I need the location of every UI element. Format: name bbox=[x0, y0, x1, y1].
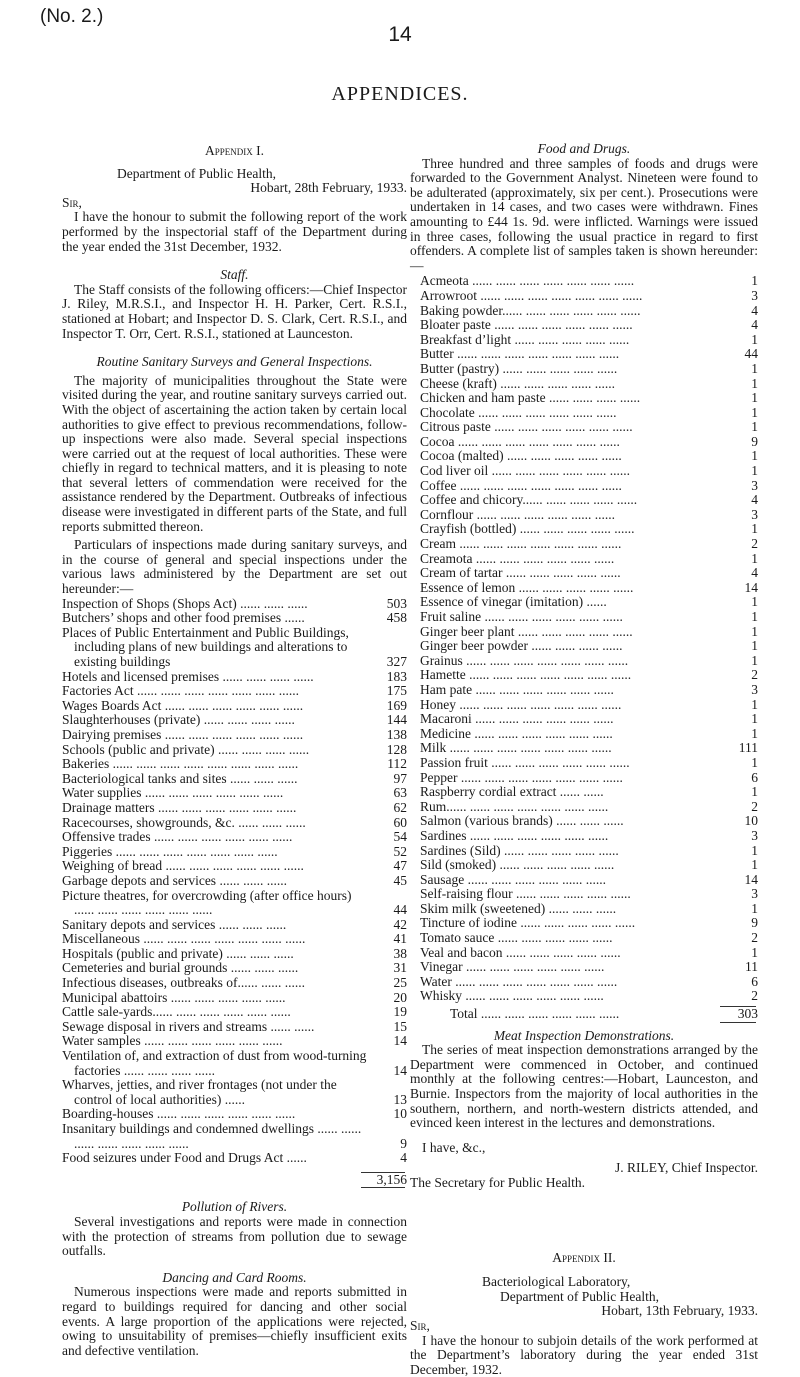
item-label: Essence of vinegar (imitation) ...... bbox=[420, 594, 607, 610]
item-value: 3 bbox=[751, 477, 758, 493]
list-item bbox=[420, 318, 758, 333]
list-item bbox=[420, 435, 758, 450]
intro-paragraph-2: I have the honour to subjoin details of the work performed at the Department’s laboratory during the year ended 31st December, 1932. bbox=[410, 1332, 758, 1377]
list-item bbox=[62, 801, 407, 816]
item-label: Medicine ...... ...... ...... ...... ...... ...... bbox=[420, 725, 613, 741]
item-value: 2 bbox=[751, 667, 758, 683]
item-value: 169 bbox=[386, 697, 407, 713]
item-value: 128 bbox=[386, 741, 407, 757]
appendices-title: APPENDICES. bbox=[331, 83, 469, 105]
item-value: 10 bbox=[393, 1106, 407, 1122]
list-item bbox=[420, 625, 758, 640]
item-label: Boarding-houses ...... ...... ...... ...... ...... ...... bbox=[62, 1106, 296, 1122]
list-item bbox=[420, 610, 758, 625]
list-item bbox=[62, 1078, 407, 1107]
item-value: 38 bbox=[393, 945, 407, 961]
item-value: 20 bbox=[393, 989, 407, 1005]
dept-line: Department of Public Health, bbox=[117, 165, 276, 181]
list-item bbox=[420, 362, 758, 377]
item-value: 4 bbox=[751, 317, 758, 333]
item-value: 41 bbox=[393, 931, 407, 947]
item-value: 1 bbox=[751, 696, 758, 712]
list-item bbox=[420, 377, 758, 392]
list-item bbox=[420, 654, 758, 669]
dept-line-2: Department of Public Health, bbox=[500, 1288, 659, 1304]
item-label: Vinegar ...... ...... ...... ...... ...... ...... bbox=[420, 959, 605, 975]
item-label: Picture theatres, for overcrowding (after office hours) ...... ...... ...... ...... ...... ...... bbox=[62, 887, 352, 918]
item-label: Insanitary buildings and condemned dwellings ...... ...... ...... ...... ...... ...... ...... bbox=[62, 1121, 362, 1151]
item-label: Tincture of iodine ...... ...... ...... ...... ...... bbox=[420, 915, 636, 931]
item-value: 97 bbox=[393, 770, 407, 786]
closing: I have, &c., bbox=[422, 1139, 486, 1155]
list-item bbox=[62, 961, 407, 976]
dancing-paragraph: Numerous inspections were made and reports submitted in regard to buildings required for dancing and other social events. A large proportion of the applications were rejected, owing to unsuitability of premises—chiefly insufficient exits and defective ventilation. bbox=[62, 1284, 407, 1358]
item-value: 1 bbox=[751, 404, 758, 420]
appendix-1-heading: Appendix I. bbox=[205, 143, 264, 158]
list-item bbox=[420, 727, 758, 742]
list-item bbox=[62, 1122, 407, 1151]
item-value: 14 bbox=[393, 1033, 407, 1049]
item-value: 52 bbox=[393, 843, 407, 859]
item-label: Citrous paste ...... ...... ...... ...... ...... ...... bbox=[420, 419, 633, 435]
item-value: 1 bbox=[751, 711, 758, 727]
page-number: 14 bbox=[388, 23, 412, 46]
item-label: Offensive trades ...... ...... ...... ...... ...... ...... bbox=[62, 829, 293, 845]
item-label: Fruit saline ...... ...... ...... ...... ...... ...... bbox=[420, 609, 623, 624]
item-value: 19 bbox=[393, 1004, 407, 1020]
item-label: Veal and bacon ...... ...... ...... ...... ...... bbox=[420, 944, 621, 960]
item-value: 1 bbox=[751, 390, 758, 406]
item-label: Chicken and ham paste ...... ...... ...... ...... bbox=[420, 390, 641, 406]
item-label: Cocoa ...... ...... ...... ...... ...... ...... ...... bbox=[420, 433, 620, 449]
item-label: Dairying premises ...... ...... ...... ...... ...... ...... bbox=[62, 726, 304, 742]
item-label: Cod liver oil ...... ...... ...... ...... ...... ...... bbox=[420, 463, 630, 479]
item-label: Breakfast d’light ...... ...... ...... ...... ...... bbox=[420, 331, 630, 347]
list-item bbox=[420, 406, 758, 421]
item-value: 47 bbox=[393, 858, 407, 874]
list-item bbox=[62, 1107, 407, 1122]
samples-total-label: Total ...... ...... ...... ...... ...... ...... bbox=[450, 1006, 620, 1022]
food-heading: Food and Drugs. bbox=[537, 141, 631, 156]
item-label: Ham pate ...... ...... ...... ...... ...... ...... bbox=[420, 681, 614, 697]
item-label: Sewage disposal in rivers and streams ...... ...... bbox=[62, 1018, 315, 1034]
pollution-paragraph: Several investigations and reports were made in connection with the protection of streams from pollution due to sewage outfalls. bbox=[62, 1213, 407, 1259]
item-label: Creamota ...... ...... ...... ...... ...... ...... bbox=[420, 550, 615, 566]
item-label: Acmeota ...... ...... ...... ...... ...... ...... ...... bbox=[420, 273, 635, 289]
item-value: 6 bbox=[751, 973, 758, 989]
item-label: Cornflour ...... ...... ...... ...... ...... ...... bbox=[420, 506, 615, 522]
item-label: Bakeries ...... ...... ...... ...... ...... ...... ...... ...... bbox=[62, 756, 299, 772]
dancing-heading: Dancing and Card Rooms. bbox=[162, 1269, 307, 1285]
list-item bbox=[420, 916, 758, 931]
item-value: 1 bbox=[751, 754, 758, 770]
item-value: 3 bbox=[751, 681, 758, 697]
item-value: 3 bbox=[751, 287, 758, 303]
samples-list bbox=[410, 274, 758, 1022]
salutation: Sir, bbox=[62, 194, 82, 210]
salutation-2: Sir, bbox=[410, 1317, 430, 1333]
item-value: 138 bbox=[386, 726, 407, 742]
item-label: Water supplies ...... ...... ...... ...... ...... ...... bbox=[62, 785, 284, 801]
item-label: Sanitary depots and services ...... ...... ...... bbox=[62, 916, 287, 932]
item-value: 458 bbox=[386, 610, 407, 626]
list-item bbox=[420, 333, 758, 348]
item-value: 3 bbox=[751, 827, 758, 843]
item-value: 1 bbox=[751, 331, 758, 347]
item-label: Coffee ...... ...... ...... ...... ...... ...... ...... bbox=[420, 477, 622, 493]
list-item bbox=[420, 800, 758, 815]
item-value: 1 bbox=[751, 609, 758, 624]
list-item bbox=[62, 786, 407, 801]
item-label: Wages Boards Act ...... ...... ...... ...... ...... ...... bbox=[62, 697, 304, 713]
list-item bbox=[62, 918, 407, 933]
item-value: 1 bbox=[751, 375, 758, 391]
item-label: Butter ...... ...... ...... ...... ...... ...... ...... bbox=[420, 346, 620, 362]
item-label: Skim milk (sweetened) ...... ...... ...... bbox=[420, 900, 617, 916]
item-value: 14 bbox=[744, 579, 758, 595]
item-label: Self-raising flour ...... ...... ...... ...... ...... bbox=[420, 886, 631, 902]
item-value: 1 bbox=[751, 463, 758, 479]
list-item bbox=[420, 741, 758, 756]
list-item bbox=[420, 391, 758, 406]
list-item bbox=[420, 274, 758, 289]
item-label: Rum...... ...... ...... ...... ...... ...... ...... bbox=[420, 798, 609, 814]
item-value: 144 bbox=[386, 712, 407, 728]
item-value: 14 bbox=[744, 871, 758, 887]
item-label: Salmon (various brands) ...... ...... ...... bbox=[420, 813, 624, 829]
item-value: 11 bbox=[745, 959, 758, 975]
inspections-total: 3,156 bbox=[376, 1171, 407, 1187]
item-label: Water ...... ...... ...... ...... ...... ...... ...... bbox=[420, 973, 618, 989]
item-label: Cemeteries and burial grounds ...... ...... ...... bbox=[62, 960, 299, 976]
list-item bbox=[420, 975, 758, 990]
item-label: Bacteriological tanks and sites ...... ...... ...... bbox=[62, 770, 298, 786]
item-label: Raspberry cordial extract ...... ...... bbox=[420, 784, 604, 800]
item-value: 54 bbox=[393, 829, 407, 845]
item-value: 4 bbox=[751, 565, 758, 581]
meat-heading: Meat Inspection Demonstrations. bbox=[493, 1027, 675, 1043]
item-label: Ginger beer plant ...... ...... ...... ...... ...... bbox=[420, 623, 633, 639]
list-item bbox=[420, 698, 758, 713]
list-item bbox=[420, 873, 758, 888]
item-value: 4 bbox=[751, 492, 758, 508]
list-item bbox=[420, 464, 758, 479]
item-value: 3 bbox=[751, 886, 758, 902]
item-label: Factories Act ...... ...... ...... ...... ...... ...... ...... bbox=[62, 683, 299, 699]
item-label: Cream of tartar ...... ...... ...... ...... ...... bbox=[420, 565, 621, 581]
item-label: Crayfish (bottled) ...... ...... ...... ...... ...... bbox=[420, 521, 635, 537]
list-item bbox=[62, 1049, 407, 1078]
item-value: 1 bbox=[751, 419, 758, 435]
item-value: 13 bbox=[393, 1091, 407, 1107]
item-value: 60 bbox=[393, 814, 407, 830]
item-label: Water samples ...... ...... ...... ...... ...... ...... bbox=[62, 1033, 283, 1049]
list-item bbox=[420, 829, 758, 844]
list-item bbox=[420, 960, 758, 975]
list-item bbox=[420, 756, 758, 771]
list-item bbox=[62, 728, 407, 743]
item-value: 1 bbox=[751, 842, 758, 858]
intro-paragraph: I have the honour to submit the following report of the work performed by the inspectorial staff of the Department during the year ended the 31st December, 1932. bbox=[62, 209, 407, 254]
item-value: 111 bbox=[738, 740, 758, 756]
item-label: Slaughterhouses (private) ...... ...... ...... ...... bbox=[62, 712, 295, 728]
item-label: Whisky ...... ...... ...... ...... ...... ...... bbox=[420, 988, 604, 1004]
lab-line: Bacteriological Laboratory, bbox=[482, 1274, 631, 1290]
item-label: Garbage depots and services ...... ...... ...... bbox=[62, 872, 287, 888]
item-value: 1 bbox=[751, 725, 758, 741]
place-date: Hobart, 28th February, 1933. bbox=[250, 180, 407, 196]
item-value: 31 bbox=[393, 960, 407, 976]
item-value: 1 bbox=[751, 448, 758, 464]
list-item bbox=[420, 989, 758, 1004]
item-label: Wharves, jetties, and river frontages (not under the control of local authorities) ...... bbox=[62, 1077, 337, 1107]
pollution-heading: Pollution of Rivers. bbox=[181, 1199, 288, 1215]
list-item bbox=[420, 552, 758, 567]
item-label: Sardines (Sild) ...... ...... ...... ...... ...... bbox=[420, 842, 619, 858]
list-item bbox=[62, 816, 407, 831]
list-item bbox=[62, 699, 407, 714]
list-item bbox=[62, 757, 407, 772]
item-value: 15 bbox=[393, 1018, 407, 1034]
item-label: Food seizures under Food and Drugs Act ...... bbox=[62, 1150, 307, 1166]
particulars-paragraph: Particulars of inspections made during sanitary surveys, and in the course of general and special inspections under the various laws administered by the Department are set out hereunder:— bbox=[62, 537, 407, 597]
item-value: 183 bbox=[386, 668, 407, 684]
place-date-2: Hobart, 13th February, 1933. bbox=[601, 1303, 758, 1319]
item-label: Weighing of bread ...... ...... ...... ...... ...... ...... bbox=[62, 858, 304, 874]
item-label: Places of Public Entertainment and Public Buildings, including plans of new buildings and alterations to existing buildings bbox=[62, 624, 349, 669]
list-item bbox=[420, 420, 758, 435]
meat-paragraph: The series of meat inspection demonstrations arranged by the Department were commenced in October, and continued monthly at the following centres:—Hobart, Launceston, and Burnie. Inspectors from the majority of local authorities in the southern, northern, and north-western districts attended, and evinced keen interest in the lectures and demonstrations. bbox=[410, 1042, 758, 1131]
list-item bbox=[62, 713, 407, 728]
list-item bbox=[420, 479, 758, 494]
list-item bbox=[62, 830, 407, 845]
list-item bbox=[420, 931, 758, 946]
item-value: 1 bbox=[751, 784, 758, 800]
item-value: 9 bbox=[751, 915, 758, 931]
item-value: 2 bbox=[751, 930, 758, 946]
item-label: Hotels and licensed premises ...... ...... ...... ...... bbox=[62, 668, 314, 684]
list-item bbox=[420, 566, 758, 581]
item-value: 503 bbox=[386, 595, 407, 611]
list-item bbox=[62, 611, 407, 626]
list-item bbox=[420, 814, 758, 829]
item-label: Tomato sauce ...... ...... ...... ...... ...... bbox=[420, 930, 613, 946]
list-item bbox=[420, 858, 758, 873]
food-paragraph: Three hundred and three samples of foods and drugs were forwarded to the Government Analyst. Nineteen were found to be adulterated (approximately, six per cent.). Prosecutions were undertaken in 14 cases, and two cases were withdrawn. Fines amounting to £44 1s. 9d. were inflicted. Warnings were issued in three cases, following the usual practice in regard to first offenders. A complete list of samples taken is shown hereunder:— bbox=[410, 155, 758, 273]
item-label: Miscellaneous ...... ...... ...... ...... ...... ...... ...... bbox=[62, 931, 306, 947]
item-value: 1 bbox=[751, 521, 758, 537]
item-value: 10 bbox=[744, 813, 758, 829]
list-item bbox=[62, 743, 407, 758]
item-value: 45 bbox=[393, 872, 407, 888]
item-label: Cream ...... ...... ...... ...... ...... ...... ...... bbox=[420, 536, 622, 552]
item-label: Butchers’ shops and other food premises ...... bbox=[62, 610, 305, 626]
item-label: Piggeries ...... ...... ...... ...... ...... ...... ...... bbox=[62, 843, 278, 859]
list-item bbox=[62, 845, 407, 860]
list-item bbox=[62, 772, 407, 787]
item-value: 9 bbox=[751, 433, 758, 449]
item-value: 1 bbox=[751, 900, 758, 916]
item-label: Sausage ...... ...... ...... ...... ...... ...... bbox=[420, 871, 606, 887]
list-item bbox=[420, 902, 758, 917]
item-label: Coffee and chicory...... ...... ...... ...... ...... bbox=[420, 492, 638, 508]
item-value: 1 bbox=[751, 594, 758, 610]
item-value: 175 bbox=[386, 683, 407, 699]
item-value: 6 bbox=[751, 769, 758, 785]
item-label: Inspection of Shops (Shops Act) ...... ...... ...... bbox=[62, 595, 308, 611]
routine-heading: Routine Sanitary Surveys and General Inspections. bbox=[96, 354, 373, 370]
list-item bbox=[420, 785, 758, 800]
list-item bbox=[62, 684, 407, 699]
list-item bbox=[62, 976, 407, 991]
list-item bbox=[62, 626, 407, 670]
routine-paragraph: The majority of municipalities throughout the State were visited during the year, and routine sanitary surveys carried out. With the object of ascertaining the action taken by certain local authorities to give effect to previous recommendations, follow-up inspections were also made. Several special inspections were carried out at the request of local authorities. These were chiefly in regard to technical matters, and it is pleasing to note that several letters of commendation were received for the assistance rendered by the Department. Outbreaks of infectious disease were investigated in different parts of the State, and full reports submitted thereon. bbox=[62, 372, 407, 534]
list-item bbox=[62, 889, 407, 918]
list-item bbox=[420, 304, 758, 319]
item-label: Infectious diseases, outbreaks of...... ...... ...... bbox=[62, 975, 305, 991]
item-value: 1 bbox=[751, 638, 758, 654]
list-item bbox=[420, 289, 758, 304]
item-label: Cheese (kraft) ...... ...... ...... ...... ...... bbox=[420, 375, 615, 391]
item-value: 1 bbox=[751, 857, 758, 873]
item-value: 1 bbox=[751, 652, 758, 668]
item-value: 62 bbox=[393, 799, 407, 815]
list-item bbox=[420, 668, 758, 683]
item-label: Chocolate ...... ...... ...... ...... ...... ...... bbox=[420, 404, 617, 420]
item-label: Baking powder...... ...... ...... ...... ...... ...... bbox=[420, 302, 641, 318]
item-label: Bloater paste ...... ...... ...... ...... ...... ...... bbox=[420, 317, 633, 333]
list-item bbox=[420, 946, 758, 961]
item-label: Schools (public and private) ...... ...... ...... ...... bbox=[62, 741, 310, 757]
item-value: 2 bbox=[751, 988, 758, 1004]
item-label: Drainage matters ...... ...... ...... ...... ...... ...... bbox=[62, 799, 297, 815]
list-item bbox=[420, 712, 758, 727]
item-value: 327 bbox=[386, 654, 407, 669]
item-label: Cocoa (malted) ...... ...... ...... ...... ...... bbox=[420, 448, 622, 464]
item-label: Hospitals (public and private) ...... ...... ...... bbox=[62, 945, 294, 961]
list-item bbox=[420, 595, 758, 610]
item-label: Ventilation of, and extraction of dust from wood-turning factories ...... ...... ...... ...... bbox=[62, 1048, 367, 1078]
item-value: 44 bbox=[744, 346, 758, 362]
addressee: The Secretary for Public Health. bbox=[410, 1174, 586, 1190]
item-value: 14 bbox=[393, 1062, 407, 1078]
item-value: 1 bbox=[751, 360, 758, 376]
item-value: 1 bbox=[751, 550, 758, 566]
item-value: 9 bbox=[400, 1135, 407, 1151]
list-item bbox=[420, 347, 758, 362]
left-column bbox=[62, 140, 407, 1358]
item-label: Butter (pastry) ...... ...... ...... ...... ...... bbox=[420, 360, 618, 376]
item-value: 4 bbox=[751, 302, 758, 318]
list-item bbox=[62, 1034, 407, 1049]
item-value: 3 bbox=[751, 506, 758, 522]
list-item bbox=[420, 508, 758, 523]
right-column bbox=[410, 140, 758, 1377]
item-label: Arrowroot ...... ...... ...... ...... ...... ...... ...... bbox=[420, 287, 643, 303]
item-label: Municipal abattoirs ...... ...... ...... ...... ...... bbox=[62, 989, 286, 1005]
signature: J. RILEY, Chief Inspector. bbox=[615, 1160, 758, 1176]
item-value: 2 bbox=[751, 798, 758, 814]
list-item bbox=[420, 449, 758, 464]
item-value: 25 bbox=[393, 975, 407, 991]
list-item bbox=[420, 537, 758, 552]
item-label: Milk ...... ...... ...... ...... ...... ...... ...... bbox=[420, 740, 612, 756]
list-item bbox=[420, 581, 758, 596]
item-value: 1 bbox=[751, 944, 758, 960]
staff-paragraph: The Staff consists of the following officers:—Chief Inspector J. Riley, M.R.S.I., and Inspector H. H. Parker, Cert. R.S.I., stationed at Hobart; and Inspector D. S. Clark, Cert. R.S.I., and Inspector T. Orr, Cert. R.S.I., stationed at Launceston. bbox=[62, 281, 407, 341]
list-item bbox=[420, 522, 758, 537]
document-number: (No. 2.) bbox=[40, 6, 104, 27]
list-item bbox=[62, 947, 407, 962]
item-value: 1 bbox=[751, 273, 758, 289]
item-label: Passion fruit ...... ...... ...... ...... ...... ...... bbox=[420, 754, 630, 770]
inspections-list bbox=[62, 597, 407, 1189]
list-item bbox=[62, 1005, 407, 1020]
item-label: Racecourses, showgrounds, &c. ...... ...... ...... bbox=[62, 814, 306, 830]
list-item bbox=[62, 1151, 407, 1166]
item-label: Macaroni ...... ...... ...... ...... ...... ...... bbox=[420, 711, 614, 727]
list-item bbox=[420, 887, 758, 902]
list-item bbox=[62, 670, 407, 685]
list-item bbox=[420, 493, 758, 508]
item-value: 4 bbox=[400, 1150, 407, 1166]
item-label: Hamette ...... ...... ...... ...... ...... ...... ...... bbox=[420, 667, 632, 683]
item-label: Ginger beer powder ...... ...... ...... ...... bbox=[420, 638, 623, 654]
item-value: 63 bbox=[393, 785, 407, 801]
item-label: Grainus ...... ...... ...... ...... ...... ...... ...... bbox=[420, 652, 629, 668]
item-label: Cattle sale-yards...... ...... ...... ...... ...... ...... bbox=[62, 1004, 291, 1020]
item-label: Sardines ...... ...... ...... ...... ...... ...... bbox=[420, 827, 609, 843]
appendix-2-heading: Appendix II. bbox=[552, 1249, 616, 1265]
list-item bbox=[62, 859, 407, 874]
list-item bbox=[420, 639, 758, 654]
item-value: 112 bbox=[387, 756, 407, 772]
samples-total: 303 bbox=[737, 1006, 758, 1022]
list-item bbox=[62, 1020, 407, 1035]
item-label: Honey ...... ...... ...... ...... ...... ...... ...... bbox=[420, 696, 622, 712]
item-label: Pepper ...... ...... ...... ...... ...... ...... ...... bbox=[420, 769, 623, 785]
list-item bbox=[62, 597, 407, 612]
list-item bbox=[420, 683, 758, 698]
list-item bbox=[420, 771, 758, 786]
item-value: 42 bbox=[393, 916, 407, 932]
item-label: Essence of lemon ...... ...... ...... ...... ...... bbox=[420, 579, 634, 595]
list-item bbox=[62, 991, 407, 1006]
list-item bbox=[62, 874, 407, 889]
item-label: Sild (smoked) ...... ...... ...... ...... ...... bbox=[420, 857, 615, 873]
item-value: 2 bbox=[751, 536, 758, 552]
list-item bbox=[420, 844, 758, 859]
item-value: 44 bbox=[393, 902, 407, 918]
staff-heading: Staff. bbox=[220, 267, 249, 283]
item-value: 1 bbox=[751, 623, 758, 639]
list-item bbox=[62, 932, 407, 947]
